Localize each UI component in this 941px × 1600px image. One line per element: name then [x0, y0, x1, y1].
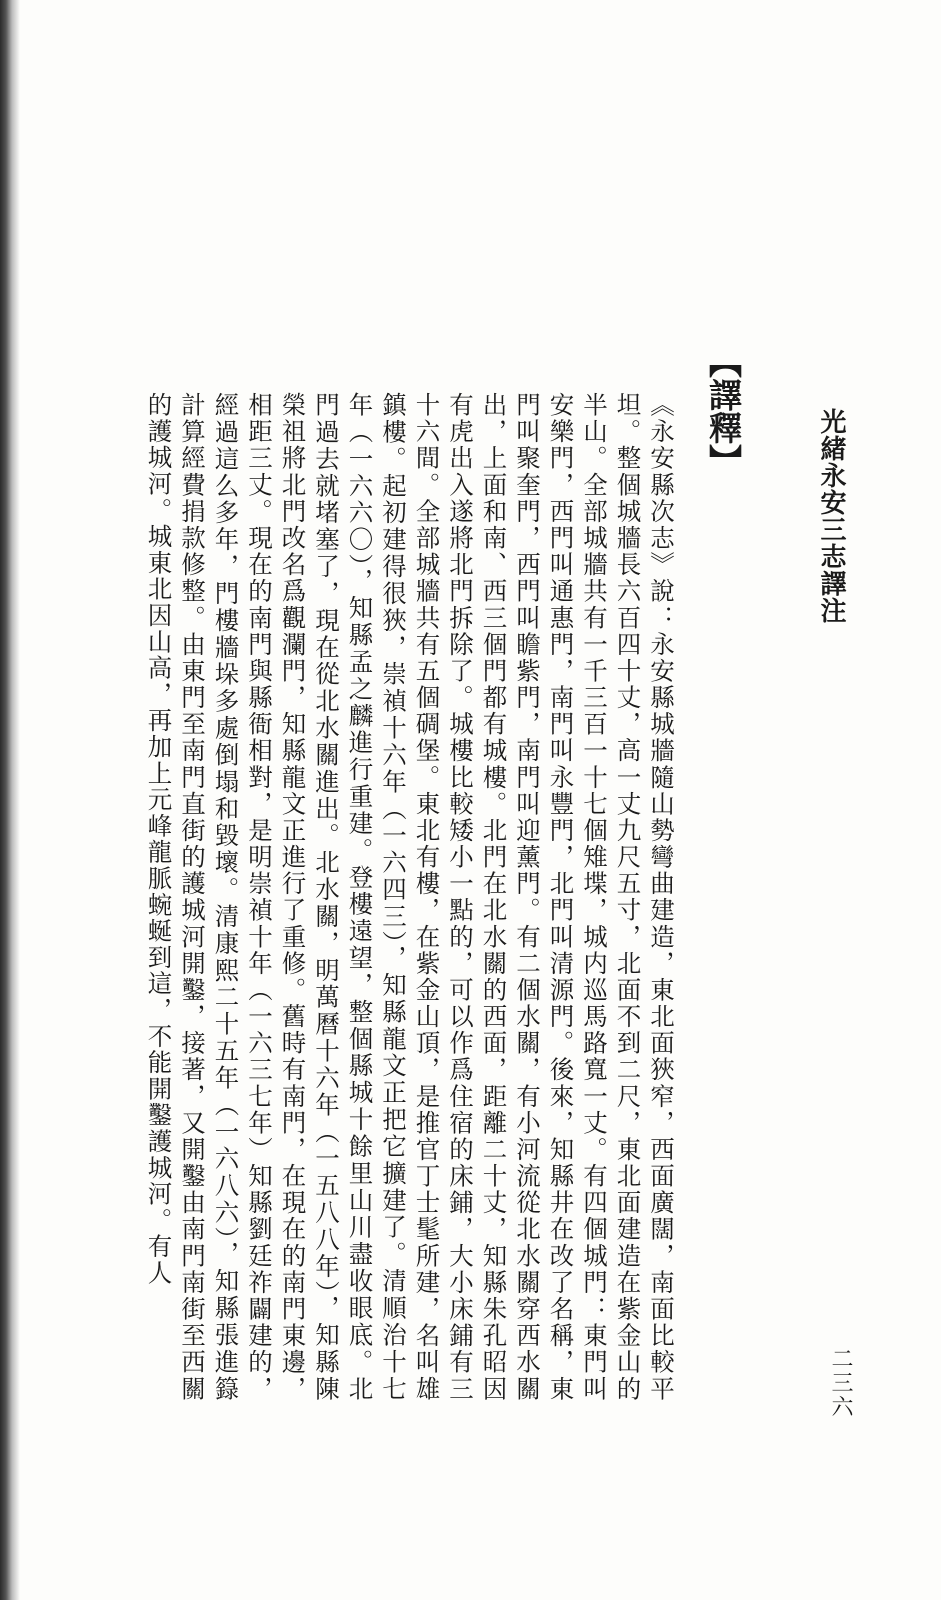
section-heading: 【譯釋】 — [704, 345, 743, 477]
page-number: 二三六 — [828, 1347, 853, 1419]
running-title: 光緒永安三志譯注 — [816, 408, 846, 624]
scan-shadow-edge — [0, 0, 20, 1600]
body-text — [144, 392, 678, 1402]
body-paragraph: 《永安縣次志》說：永安縣城牆隨山勢彎曲建造，東北面狹窄，西面廣闊，南面比較平坦。整個城牆長六百四十丈，高一丈九尺五寸，北面不到二尺，東北面建造在紫金山的半山。全部城牆共有一千三百一十七個雉堞，城内巡馬路寬一丈。有四個城門：東門叫安樂門，西門叫通惠門，南門叫永豐門，北門叫清源門。後來，知縣井在改了名稱，東門叫聚奎門，西門叫瞻紫門，南門叫迎薰門。有二個水關，有小河流從北水關穿西水關出，上面和南、西三個門都有城樓。北門在北水關的西面，距離二十丈，知縣朱孔昭因有虎出入遂將北門拆除了。城樓比較矮小一點的，可以作爲住宿的床鋪，大小床鋪有三十六間。全部城牆共有五個碉堡。東北有樓，在紫金山頂，是推官丁士髦所建，名叫雄鎮樓。起初建得很狹，崇禎十六年（一六四三），知縣龍文正把它擴建了。清順治十七年（一六六〇），知縣孟之麟進行重建。登樓遠望，整個縣城十餘里山川盡收眼底。北門過去就堵塞了，現在從北水關進出。北水關，明萬曆十六年（一五八八年），知縣陳榮祖將北門改名爲觀瀾門，知縣龍文正進行了重修。舊時有南門，在現在的南門東邊，相距三丈。現在的南門與縣衙相對，是明崇禎十年（一六三七年）知縣劉廷祚闢建的，經過這么多年，門樓牆垛多處倒塌和毀壞。清康熙二十五年（一六八六），知縣張進籙計算經費捐款修整。由東門至南門直街的護城河開鑿，接著，又開鑿由南門南街至西關的護城河。城東北因山高，再加上元峰龍脈蜿蜒到這，不能開鑿護城河。有人 — [144, 392, 676, 1402]
